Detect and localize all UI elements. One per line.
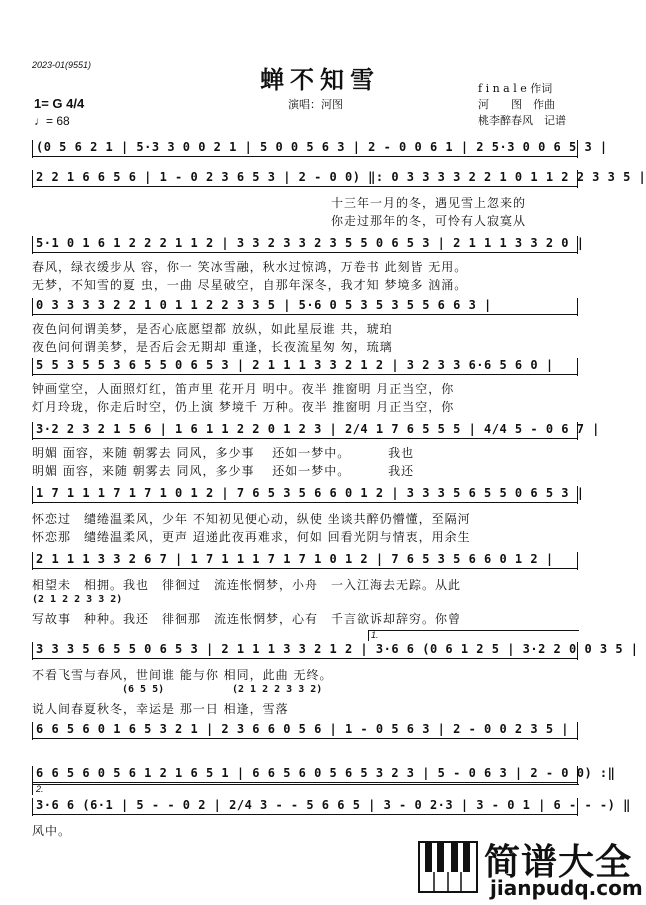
lyric-line-5b: 灯月玲珑，你走后时空，仍上演 梦境千 万种。夜半 推窗明 月正当空，你 — [32, 400, 455, 414]
lyric-line-6a: 明媚 面容，来随 朝雾去 同风，多少事 还如一梦中。 我也 — [32, 446, 415, 460]
notation-line-7: 1 7 1 1 1 7 1 7 1 0 1 2 | 7 6 5 3 5 6 6 0 1 2 | 3 3 3 5 6 5 5 0 6 5 3 | — [32, 486, 578, 504]
notation-line-10: 6 6 5 6 0 1 6 5 3 2 1 | 2 3 6 6 0 5 6 | 1 - 0 5 6 3 | 2 - 0 0 2 3 5 | — [32, 722, 578, 740]
lyric-line-3b: 无梦，不知雪的夏 虫，一曲 尽星破空，自那年深冬，我才知 梦境多 汹涌。 — [32, 278, 468, 292]
notation-line-3: 5·1 0 1 6 1 2 2 2 1 1 2 | 3 3 2 3 3 2 3 5 5 0 6 5 3 | 2 1 1 1 3 3 2 0 | — [32, 236, 578, 254]
lyricist-credit: f i n a l e 作词 — [478, 82, 553, 95]
key-signature — [34, 96, 84, 111]
ornament-line-9a: (6 5 5) — [122, 684, 165, 695]
time-signature: 4/4 — [66, 96, 85, 111]
notation-line-6: 3·2 2 3 2 1 5 6 | 1 6 1 1 2 2 0 1 2 3 | 2/4 1 7 6 5 5 5 | 4/4 5 - 0 6 7 | — [32, 422, 578, 440]
brand-url[interactable]: jianpudq.com — [490, 876, 643, 900]
notation-line-2: 2 2 1 6 6 5 6 | 1 - 0 2 3 6 5 3 | 2 - 0 0) ‖: 0 3 3 3 3 2 2 1 0 1 1 2 2 3 3 5 | — [32, 170, 578, 188]
notation-line-9: 3 3 3 5 6 5 5 0 6 5 3 | 2 1 1 1 3 3 2 1 2 | 3·6 6 (0 6 1 2 5 | 3·2 2 0 0 3 5 | — [32, 642, 578, 660]
notation-line-1: (0 5 6 2 1 | 5·3 3 0 0 2 1 | 5 0 0 5 6 3 | 2 - 0 0 6 1 | 2 5·3 0 0 6 5 3 | — [32, 140, 578, 158]
brand-name: 简谱大全 — [484, 842, 633, 883]
lyric-line-4b: 夜色问何谓美梦，是否后会无期却 重逢，长夜流星匆 匆，琉璃 — [32, 340, 393, 354]
volta-second-bracket — [32, 784, 579, 795]
transcriber-credit: 桃李醉春风 记谱 — [478, 114, 566, 127]
lyric-line-9b: 说人间春夏秋冬，幸运是 那一日 相逢，雪落 — [32, 702, 289, 716]
piano-logo-icon — [418, 838, 478, 894]
ornament-line-9b: (2 1 2 2 3 3 2) — [232, 684, 323, 695]
lyric-line-12: 风中。 — [32, 824, 72, 838]
lyric-line-7b: 怀恋那 缱绻温柔风，更声 迢递此夜再难求，何如 回看光阴与情衷，用余生 — [32, 530, 471, 544]
song-title: 蝉不知雪 — [260, 65, 380, 94]
volta-first-label: 1. — [371, 630, 379, 640]
lyric-line-2b: 你走过那年的冬，可怜有人寂寞从 — [32, 214, 527, 228]
lyric-line-7a: 怀恋过 缱绻温柔风，少年 不知初见便心动，纵使 坐谈共醉仍懵懂，至隔河 — [32, 512, 471, 526]
lyric-line-6b: 明媚 面容，来随 朝雾去 同风，多少事 还如一梦中。 我还 — [32, 464, 415, 478]
lyric-line-9a: 不看飞雪与春风，世间谁 能与你 相同，此曲 无终。 — [32, 668, 333, 682]
composer-credit: 河 图 作曲 — [478, 98, 555, 111]
notation-line-12: 3·6 6 (6·1 | 5 - - 0 2 | 2/4 3 - - 5 6 6 5 | 3 - 0 2·3 | 3 - 0 1 | 6 - - -) ‖ — [32, 798, 578, 816]
tempo-marking: ♩= 68 — [34, 114, 70, 128]
notation-line-5: 5 5 3 5 5 3 6 5 5 0 6 5 3 | 2 1 1 1 3 3 2 1 2 | 3 2 3 3 6·6 5 6 0 | — [32, 358, 578, 376]
volta-second-label: 2. — [36, 784, 44, 794]
lyric-line-3a: 春风，绿衣缓步从 容，你一 笑冰雪融，秋水过惊鸿，万卷书 此刻皆 无用。 — [32, 260, 468, 274]
notation-line-4: 0 3 3 3 3 2 2 1 0 1 1 2 2 3 3 5 | 5·6 0 5 3 5 3 5 5 6 6 3 | — [32, 298, 578, 316]
volta-first-bracket — [368, 630, 579, 641]
lyric-line-4a: 夜色问何谓美梦，是否心底愿望都 放纵，如此星辰谁 共，琥珀 — [32, 322, 393, 336]
score-id: 2023-01(9551) — [32, 60, 92, 70]
lyric-line-5a: 钟画堂空，人面照灯红，笛声里 花开月 明中。夜半 推窗明 月正当空，你 — [32, 382, 455, 396]
notation-line-8: 2 1 1 1 3 3 2 6 7 | 1 7 1 1 1 7 1 7 1 0 1 2 | 7 6 5 3 5 6 6 0 1 2 | — [32, 552, 578, 570]
lyric-line-2a: 十三年一月的冬，遇见雪上忽来的 — [32, 196, 527, 210]
ornament-line-8: (2 1 2 2 3 3 2) — [32, 594, 123, 605]
notation-line-11: 6 6 5 6 0 5 6 1 2 1 6 5 1 | 6 6 5 6 0 5 6 5 3 2 3 | 5 - 0 6 3 | 2 - 0 0) :‖ — [32, 766, 578, 784]
singer-credit: 演唱：河图 — [288, 98, 343, 111]
lyric-line-8b: 写故事 种种。我还 徘徊那 流连怅惘梦，心有 千言欲诉却辞穷。你曾 — [32, 612, 462, 626]
lyric-line-8a: 相望未 相拥。我也 徘徊过 流连怅惘梦，小舟 一入江海去无踪。从此 — [32, 578, 462, 592]
key-label: 1= G — [34, 96, 63, 111]
